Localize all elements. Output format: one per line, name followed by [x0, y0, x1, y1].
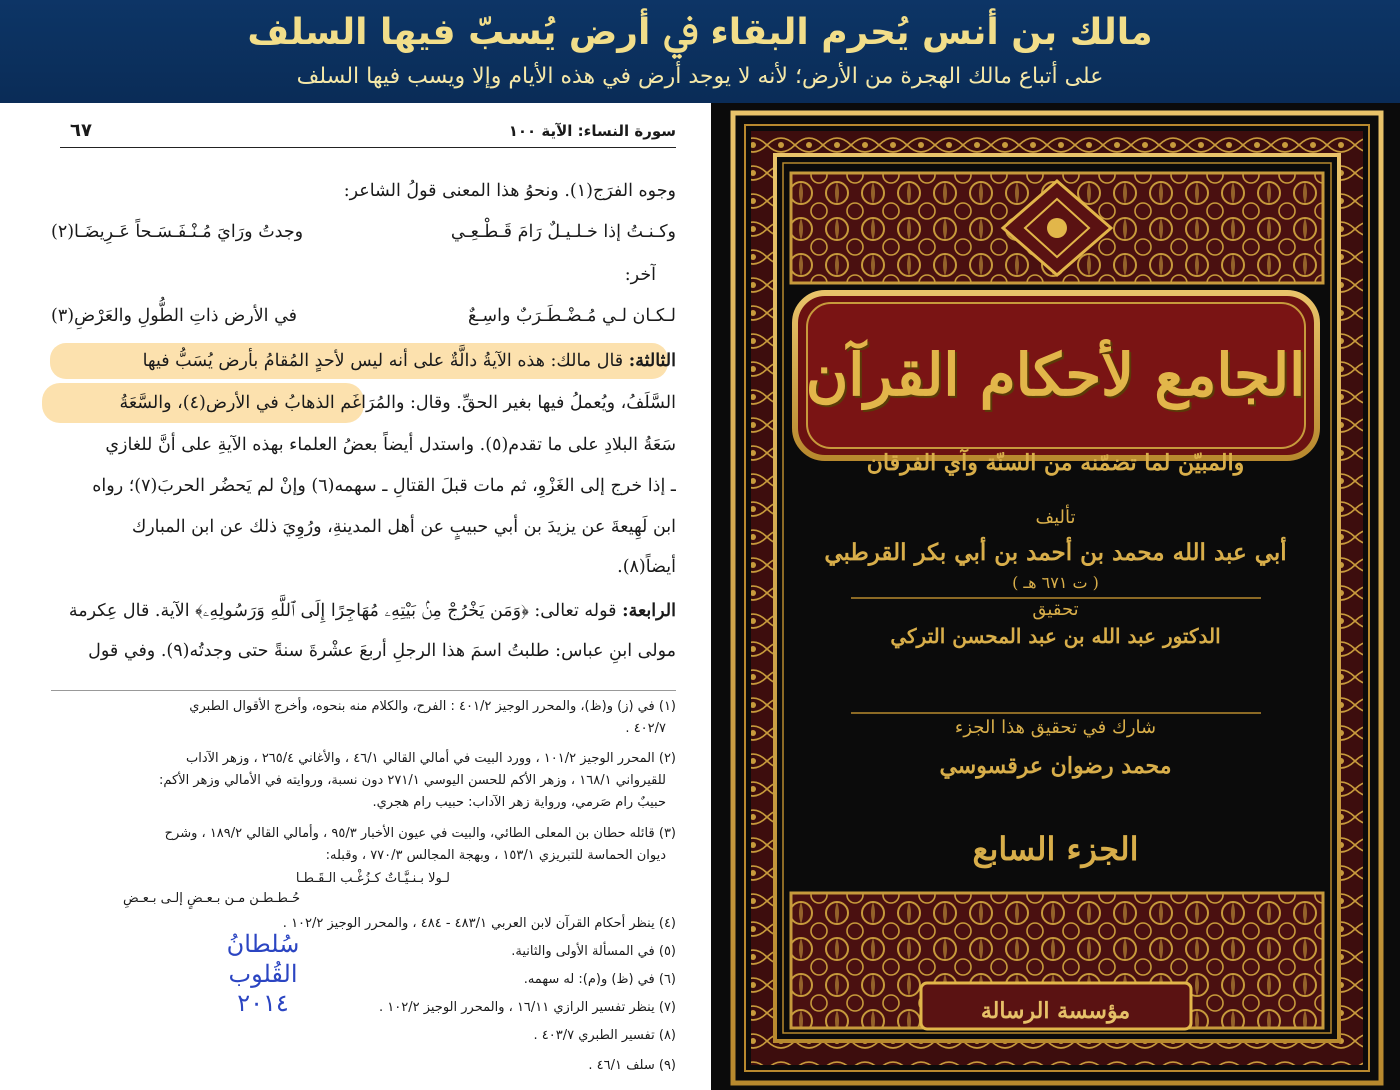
footnote: (٤) ينظر أحكام القرآن لابن العربي ٤٨٣/١ - ٤٨٤ ، والمحرر الوجيز ١٠٢/٢ . [282, 916, 676, 931]
page-header [60, 118, 676, 148]
paragraph-third-line [51, 341, 676, 381]
poetry-verse [51, 212, 676, 252]
footnote: حبيبٌ رام صَرمي، ورواية زهر الآداب: حبيب رام هجري. [372, 795, 666, 810]
footnote: (٣) قائله حطان بن المعلى الطائي، والبيت في عيون الأخبار ٩٥/٣ ، وأمالي القالي ١٨٩/٢ ، وشرح [164, 826, 676, 841]
cover-death-date: ( ت ٦٧١ هـ ) [1012, 573, 1099, 592]
cover-title: الجامع لأحكام القرآن [805, 341, 1306, 409]
footnote-separator [51, 690, 676, 691]
body-line: ابن لَهِيعةَ عن يزيدَ بن أبي حبيبٍ عن أهل المدينةِ، ورُوِيَ ذلك عن ابن المبارك [131, 517, 676, 537]
cover-author: أبي عبد الله محمد بن أحمد بن أبي بكر القرطبي [824, 539, 1287, 566]
banner-subtitle: على أتباع مالك الهجرة من الأرض؛ لأنه لا يوجد أرض في هذه الأيام وإلا ويسب فيها السلف [296, 64, 1104, 89]
footnote: للقيرواني ١٦٨/١ ، وزهر الأكم للحسن اليوسي ٢٧١/١ دون نسبة، وروايته في الأمالي وزهر الأكم: [158, 773, 666, 788]
section-label-fourth: الرابعة: [622, 601, 676, 621]
footnote: (٦) في (ظ) و(م): له سهمه. [523, 972, 676, 987]
footnote: (٧) ينظر تفسير الرازي ١٦/١١ ، والمحرر الوجيز ١٠٢/٢ . [379, 1000, 676, 1015]
fourth-text: قوله تعالى: ﴿وَمَن يَخْرُجْ مِنۢ بَيْتِهِۦ مُهَاجِرًا إِلَى ٱللَّهِ وَرَسُولِهِۦ﴾ الآية. قال عِكرمة [68, 601, 617, 621]
paragraph-fourth-line [51, 591, 676, 631]
stamp-name: سُلطانُ القُلوب [226, 930, 300, 988]
body-line: مولى ابنِ عباس: طلبتُ اسمَ هذا الرجلِ أربعَ عشْرةَ سنةً حتى وجدتُه(٩). وفي قول [88, 641, 676, 661]
footnote: (٥) في المسألة الأولى والثانية. [511, 944, 676, 959]
cover-volume: الجزء السابع [972, 830, 1139, 868]
stamp-year: ٢٠١٤ [237, 989, 289, 1017]
footnote-verse: حُـطـطـن مـن بـعـضٍ إلـى بـعـضِ [123, 891, 300, 906]
footnote: ديوان الحماسة للتبريزي ١٥٣/١ ، وبهجة المجالس ٧٧٠/٣ ، وقبله: [325, 848, 666, 863]
cover-assistant-label: شارك في تحقيق هذا الجزء [954, 717, 1157, 738]
book-cover [711, 103, 1400, 1090]
handwritten-stamp [198, 929, 328, 1017]
title-banner [0, 0, 1400, 103]
footnote: (٩) سلف ٤٦/١ . [588, 1058, 676, 1073]
verse-hemistich: وجدتُ ورَايَ مُـنْـفَـسَـحاً عَـرِيضَـا(٢) [51, 222, 304, 242]
section-label-third: الثالثة: [628, 351, 676, 371]
banner-title: مالك بن أنس يُحرم البقاء ﰲ أرض يُسبّ فيها السلف [247, 12, 1153, 53]
body-line: السَّلَفُ، ويُعملُ فيها بغير الحقِّ. وقال: والمُرَاغَم الذهابُ في الأرض(٤)، والسَّعَةُ [119, 393, 676, 413]
poetry-verse [51, 296, 676, 336]
footnote: (٢) المحرر الوجيز ١٠١/٢ ، وورد البيت في أمالي القالي ٤٦/١ ، والأغاني ٢٦٥/٤ ، وزهر الآداب [185, 751, 676, 766]
verse-hemistich: لـكـان لـي مُـضْـطَـرَبٌ واسِـعٌ [467, 306, 676, 326]
cover-assistant: محمد رضوان عرقسوسي [939, 753, 1172, 779]
verse-hemistich: في الأرض ذاتِ الطُّولِ والعَرْضِ(٣) [51, 306, 298, 326]
cover-editor-label: تحقيق [1032, 599, 1079, 620]
body-line: وجوه الفرَج(١). ونحوُ هذا المعنى قولُ الشاعر: [343, 181, 676, 201]
footnote: (١) في (ز) و(ظ)، والمحرر الوجيز ٤٠١/٢ : الفرح، والكلام منه بنحوه، وأخرج الأقوال الطبري [189, 699, 676, 714]
body-line: سَعَةُ البلادِ على ما تقدم(٥). واستدل أيضاً بعضُ العلماء بهذه الآيةِ على أنَّ للغازي [105, 435, 676, 455]
cover-editor: الدكتور عبد الله بن عبد المحسن التركي [890, 624, 1221, 648]
cover-subtitle: والمبيّن لما تضمّنه من السنّة وآي الفرقان [866, 450, 1245, 476]
running-head: سورة النساء: الآية ١٠٠ [508, 122, 676, 140]
body-line: ـ إذا خرج إلى الغَزْوِ، ثم مات قبلَ القتالِ ـ سهمه(٦) وإنْ لم يَحضُر الحربَ(٧)؛ رواه [92, 476, 676, 496]
footnote: (٨) تفسير الطبري ٤٠٣/٧ . [533, 1028, 676, 1043]
footnote: ٤٠٢/٧ . [625, 721, 666, 736]
cover-author-label: تأليف [1035, 507, 1076, 528]
body-line: أيضاً(٨). [617, 557, 676, 577]
footnote-verse: لـولا بـنـيَّـاتٌ كـزُغْـب الـقَـطـا [295, 871, 450, 886]
verse-hemistich: وكـنـتُ إذا خـلـيـلٌ رَامَ قَـطْـعِـي [450, 222, 676, 242]
cover-publisher: مؤسسة الرسالة [980, 998, 1131, 1024]
third-text: قال مالك: هذه الآيةُ دالَّةٌ على أنه ليس لأحدٍ المُقامُ بأرض يُسَبُّ فيها [142, 351, 624, 371]
book-page [0, 103, 710, 1090]
body-line: آخر: [624, 265, 656, 285]
page-number: ٦٧ [70, 120, 92, 141]
